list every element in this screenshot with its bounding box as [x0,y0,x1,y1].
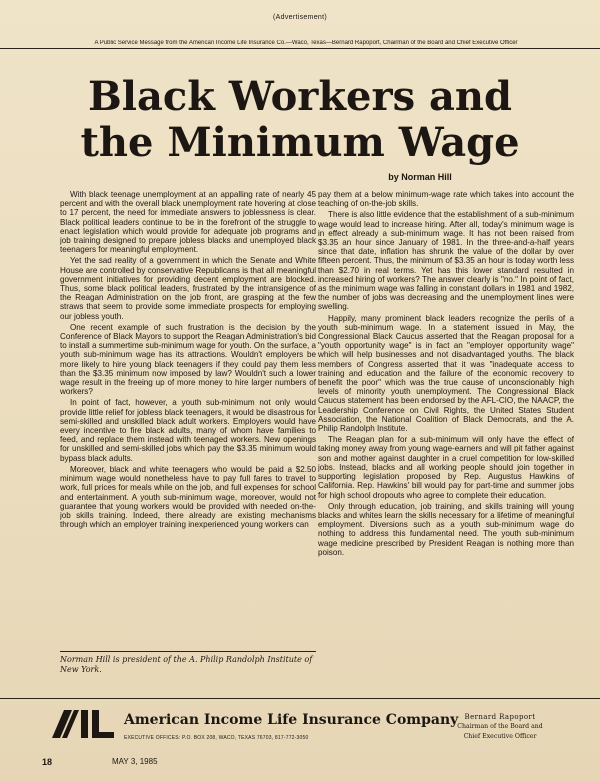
paragraph: Only through education, job training, and skills training will young blacks and whites learn the skills necessary for a lifetime of meaningful employment. Diversions such as a youth sub-minimum wage do nothing to address this fundamental need. The youth sub-minimum wage medicine prescribed by President Reagan is nothing more than poison. [318,501,574,557]
author-note-divider [60,651,316,652]
paragraph: Yet the sad reality of a government in which the Senate and White House are controlled by conservative Republicans is that all meaningful government initiatives for providing decent employment are blocked. Thus, some black political leaders, frustrated by the intransigence of the Reagan Administration on the job front, are grasping at the few straws that seem to provide some immediate prospects for employing our jobless youth. [60,256,316,321]
paragraph: Moreover, black and white teenagers who would be paid a $2.50 minimum wage would nonetheless have to pay full fares to travel to work, full prices for meals while on the job, and full expenses for school and entertainment. A youth sub-minimum wage, moreover, would not guarantee that young workers would be provided with needed on-the-job skills training. Indeed, there already are existing mechanisms through which an employer training inexperienced young workers can [60,464,316,530]
issue-date: MAY 3, 1985 [112,757,158,766]
advertisement-label: (Advertisement) [273,14,327,21]
ceo-name: Bernard Rapoport [464,713,536,721]
title-line-2: the Minimum Wage [80,119,520,166]
paragraph: There is also little evidence that the establishment of a sub-minimum wage would lead to increase hiring. After all, today's minimum wage is in effect already a sub-minimum wage. It has not been raised from $3.35 an hour since January of 1981. In the three-and-a-half years since that date, inflation has shrunk the value of the dollar by over fifteen percent. Thus, the minimum of $3.35 an hour is today worth less than $2.70 in real terms. Yet has this lower standard resulted in increased hiring of workers? The answer clearly is "no." In point of fact, as the minimum wage was falling in constant dollars in 1981 and 1982, the number of jobs was decreasing and the unemployment lines were swelling. [318,210,574,312]
page-number: 18 [42,757,53,767]
article-column-left [60,190,316,640]
footer-rule [0,698,600,699]
public-service-message: A Public Service Message from the American Income Life Insurance Co.—Waco, Texas—Bernard Rapoport, Chairman of the Board and Chief Executive Officer [94,40,518,46]
paragraph: Happily, many prominent black leaders recognize the perils of a youth sub-minimum wage. In a statement issued in May, the Congressional Black Caucus asserted that the Reagan proposal for a "youth opportunity wage" is in fact an "employer opportunity wage" which will help businesses and not disadvantaged youths. The black members of Congress asserted that it was "inadequate access to training and education and the failure of the economic recovery to benefit the poor" which was the true cause of unconscionably high levels of minority youth unemployment. The Congressional Black Caucus statement has been endorsed by the AFL-CIO, the NAACP, the Leadership Conference on Civil Rights, the United States Student Association, the National Coalition of Black Democrats, and the A. Philip Randolph Institute. [318,313,574,434]
author-note: Norman Hill is president of the A. Philip Randolph Institute of New York. [60,655,313,674]
byline: by Norman Hill [388,172,452,182]
paragraph: The Reagan plan for a sub-minimum will only have the effect of taking money away from young wage-earners and will pit father against son and mother against daughter in a cruel competition for low-skilled jobs. Instead, blacks and all working people should join together in supporting legislation proposed by Rep. Augustus Hawkins of California. Rep. Hawkins' bill would pay for part-time and summer jobs for high school dropouts who agree to complete their education. [318,435,574,500]
header-rule [0,48,600,49]
company-name: American Income Life Insurance Company [124,712,459,728]
paragraph: With black teenage unemployment at an appalling rate of nearly 45 percent and with the overall black unemployment rate hovering at close to 17 percent, the need for immediate answers to joblessness is clear. Black political leaders continue to be in the forefront of the struggle to enact legislation which would provide for adequate job programs and job training designed to prepare jobless blacks and unemployed black teenagers for meaningful employment. [60,190,316,255]
company-address: EXECUTIVE OFFICES: P.O. BOX 208, WACO, TEXAS 76703, 817-772-3050 [124,735,309,741]
article-column-right [318,190,574,690]
title-line-1: Black Workers and [88,73,512,120]
ceo-title-line-2: Chief Executive Officer [463,733,537,740]
paragraph: In point of fact, however, a youth sub-minimum not only would provide little relief for jobless black teenagers, it would be disastrous for semi-skilled and unskilled black adult workers. Employers would have every incentive to fire black adults, many of whom have families to feed, and replace them instead with teenaged workers. New openings for unskilled and semi-skilled jobs which pay the $3.35 minimum would bypass black adults. [60,398,316,463]
ceo-signature-block [440,712,560,742]
paragraph: pay them at a below minimum-wage rate which takes into account the teaching of on-the-job skills. [318,190,574,209]
ceo-title-line-1: Chairman of the Board and [457,723,543,730]
ail-monogram-icon [50,706,118,740]
paragraph: One recent example of such frustration is the decision by the Conference of Black Mayors to support the Reagan Administration's bid to install a summertime sub-minimum wage for youth. On the surface, a youth sub-minimum wage has its attractions. Wouldn't employers be more likely to hire young black teenagers if they could pay them less than the $3.35 minimum now imposed by law? Wouldn't such a lower wage result in the freeing up of more money to hire larger numbers of workers? [60,322,316,397]
page-title [30,74,570,166]
